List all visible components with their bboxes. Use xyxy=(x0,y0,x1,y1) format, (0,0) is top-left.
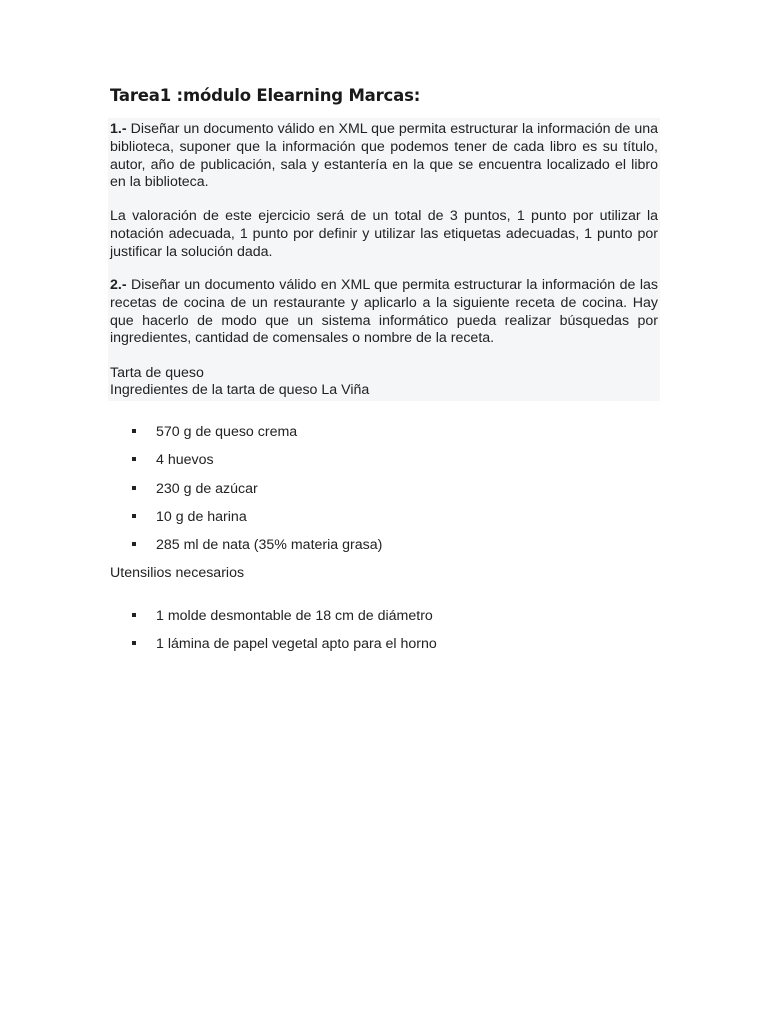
exercise-1-number: 1.- xyxy=(110,121,127,137)
exercise-1-paragraph xyxy=(110,121,658,192)
utensils-heading: Utensilios necesarios xyxy=(110,565,245,581)
exercise-1-text: Diseñar un documento válido en XML que permita estructurar la información de una biblioteca, suponer que la información que podemos tener de cada libro es su título, autor, año de publicación, sala y estantería en la que se encuentra localizado el libro en la biblioteca. xyxy=(110,121,658,191)
page-title: Tarea1 :módulo Elearning Marcas: xyxy=(110,86,421,105)
bullet-icon xyxy=(132,429,136,433)
exercise-2-paragraph xyxy=(110,277,658,348)
bullet-icon xyxy=(132,457,136,461)
exercise-1-grading: La valoración de este ejercicio será de un total de 3 puntos, 1 punto por utilizar la notación adecuada, 1 punto por definir y utilizar las etiquetas adecuadas, 1 punto por justificar la solución dada. xyxy=(110,208,658,260)
bullet-icon xyxy=(132,641,136,645)
bullet-icon xyxy=(132,613,136,617)
bullet-icon xyxy=(132,542,136,546)
recipe-name: Tarta de queso xyxy=(110,365,204,381)
exercise-2-text: Diseñar un documento válido en XML que permita estructurar la información de las recetas de cocina de un restaurante y aplicarlo a la siguiente receta de cocina. Hay que hacerlo de modo que un sistema informático pueda realizar búsquedas por ingredientes, cantidad de comensales o nombre de la receta. xyxy=(110,277,658,347)
ingredients-heading: Ingredientes de la tarta de queso La Viña xyxy=(110,382,370,398)
exercise-2-number: 2.- xyxy=(110,277,127,293)
bullet-icon xyxy=(132,514,136,518)
bullet-icon xyxy=(132,486,136,490)
